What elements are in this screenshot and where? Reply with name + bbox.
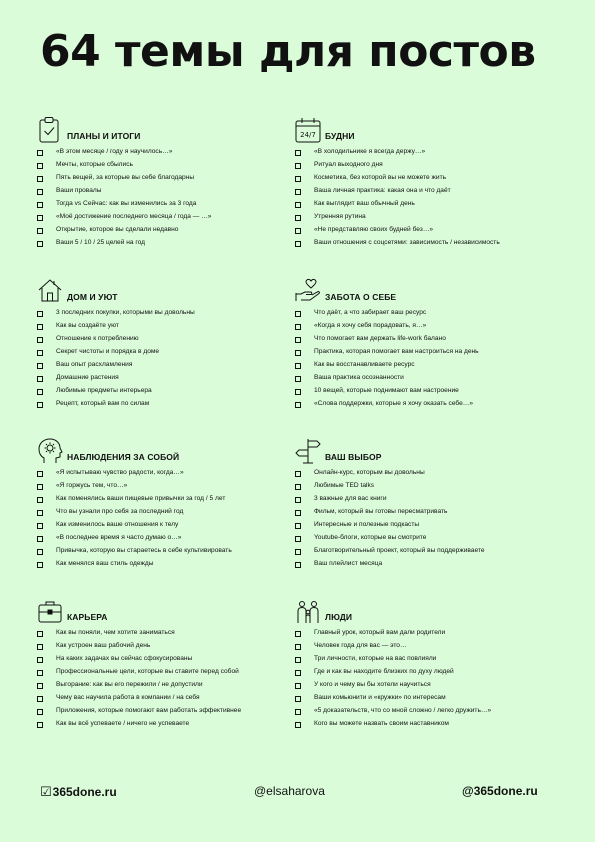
checkbox[interactable] bbox=[295, 150, 301, 156]
checkbox[interactable] bbox=[37, 523, 43, 529]
list-item: Как устроен ваш рабочий день bbox=[37, 642, 297, 651]
list-item: 10 вещей, которые поднимают вам настроение bbox=[295, 387, 555, 396]
list-item: Тогда vs Сейчас: как вы изменились за 3 года bbox=[37, 200, 297, 209]
checkbox[interactable] bbox=[295, 176, 301, 182]
list-item: Мечты, которые сбылись bbox=[37, 161, 297, 170]
list-item: Фильм, который вы готовы пересматривать bbox=[295, 508, 555, 517]
checkbox[interactable] bbox=[295, 484, 301, 490]
checkbox[interactable] bbox=[37, 324, 43, 330]
list-item: Как изменилось ваше отношения к телу bbox=[37, 521, 297, 530]
checkbox[interactable] bbox=[37, 311, 43, 317]
checkbox[interactable] bbox=[295, 163, 301, 169]
list-item: Главный урок, который вам дали родители bbox=[295, 629, 555, 638]
head-gear-icon bbox=[37, 437, 63, 465]
list-item: Ваша практика осознанности bbox=[295, 374, 555, 383]
list-item: Ваша личная практика: какая она и что даёт bbox=[295, 187, 555, 196]
checkbox[interactable] bbox=[37, 389, 43, 395]
checkbox[interactable] bbox=[295, 549, 301, 555]
checkbox[interactable] bbox=[295, 350, 301, 356]
footer-site[interactable]: ☑365done.ru bbox=[40, 784, 117, 799]
checkbox[interactable] bbox=[37, 722, 43, 728]
section-title: НАБЛЮДЕНИЯ ЗА СОБОЙ bbox=[67, 452, 180, 462]
list-item: 3 последних покупки, которыми вы довольны bbox=[37, 309, 297, 318]
list-item: Как вы поняли, чем хотите заниматься bbox=[37, 629, 297, 638]
checkbox[interactable] bbox=[37, 376, 43, 382]
footer-handle-center[interactable]: @elsaharova bbox=[254, 784, 325, 798]
checkbox[interactable] bbox=[295, 311, 301, 317]
checkbox[interactable] bbox=[295, 523, 301, 529]
checkbox[interactable] bbox=[37, 402, 43, 408]
list-item: Ритуал выходного дня bbox=[295, 161, 555, 170]
list-item: Рецепт, который вам по силам bbox=[37, 400, 297, 409]
list-item: Любимые TED talks bbox=[295, 482, 555, 491]
list-item: Как поменялись ваши пищевые привычки за год / 5 лет bbox=[37, 495, 297, 504]
checklist bbox=[295, 148, 555, 247]
calendar-24-7-icon bbox=[295, 116, 321, 144]
section-header bbox=[37, 597, 297, 629]
list-item: «Моё достижение последнего месяца / года — …» bbox=[37, 213, 297, 222]
list-item: «Не представляю своих будней без…» bbox=[295, 226, 555, 235]
list-item: «В последнее время я часто думаю о…» bbox=[37, 534, 297, 543]
list-item: «Я горжусь тем, что…» bbox=[37, 482, 297, 491]
checkbox[interactable] bbox=[295, 202, 301, 208]
checkbox[interactable] bbox=[295, 657, 301, 663]
section-title: КАРЬЕРА bbox=[67, 612, 108, 622]
checkbox[interactable] bbox=[37, 683, 43, 689]
checkbox[interactable] bbox=[295, 389, 301, 395]
list-item: Youtube-блоги, которые вы смотрите bbox=[295, 534, 555, 543]
checkbox[interactable] bbox=[295, 683, 301, 689]
checkbox[interactable] bbox=[37, 644, 43, 650]
heart-hand-icon bbox=[295, 277, 321, 305]
checkbox[interactable] bbox=[37, 350, 43, 356]
people-icon bbox=[295, 597, 321, 625]
list-item: Три личности, которые на вас повлияли bbox=[295, 655, 555, 664]
list-item: Ваши провалы bbox=[37, 187, 297, 196]
list-item: Любимые предметы интерьера bbox=[37, 387, 297, 396]
section-self-observation bbox=[37, 437, 297, 573]
checkbox[interactable] bbox=[37, 163, 43, 169]
checkbox[interactable] bbox=[295, 228, 301, 234]
list-item: Ваши отношения с соцсетями: зависимость / независимость bbox=[295, 239, 555, 248]
checkbox[interactable] bbox=[37, 670, 43, 676]
list-item: Чему вас научила работа в компании / на себя bbox=[37, 694, 297, 703]
list-item: Как вы всё успеваете / ничего не успеваете bbox=[37, 720, 297, 729]
section-plans bbox=[37, 116, 297, 252]
list-item: «Когда я хочу себя порадовать, я…» bbox=[295, 322, 555, 331]
section-your-choice bbox=[295, 437, 555, 573]
list-item: Ваши комьюнити и «кружки» по интересам bbox=[295, 694, 555, 703]
checkbox[interactable] bbox=[295, 189, 301, 195]
checkbox[interactable] bbox=[295, 722, 301, 728]
list-item: Кого вы можете назвать своим наставником bbox=[295, 720, 555, 729]
svg-text:24/7: 24/7 bbox=[300, 131, 316, 139]
checkbox[interactable] bbox=[295, 324, 301, 330]
checkbox[interactable] bbox=[295, 510, 301, 516]
list-item: Косметика, без которой вы не можете жить bbox=[295, 174, 555, 183]
checkbox[interactable] bbox=[37, 562, 43, 568]
checkbox[interactable] bbox=[37, 471, 43, 477]
list-item: Выгорание: как вы его пережили / не допустили bbox=[37, 681, 297, 690]
checkbox[interactable] bbox=[295, 709, 301, 715]
section-title: ВАШ ВЫБОР bbox=[325, 452, 382, 462]
checkbox[interactable] bbox=[295, 471, 301, 477]
page-title: 64 темы для постов bbox=[40, 26, 536, 77]
checkbox[interactable] bbox=[37, 549, 43, 555]
checklist bbox=[37, 148, 297, 247]
checklist bbox=[295, 629, 555, 728]
checkbox[interactable] bbox=[37, 631, 43, 637]
checkbox[interactable] bbox=[37, 709, 43, 715]
checkbox[interactable] bbox=[295, 363, 301, 369]
section-title: БУДНИ bbox=[325, 131, 355, 141]
section-home bbox=[37, 277, 297, 413]
checkbox[interactable] bbox=[37, 536, 43, 542]
section-header bbox=[37, 116, 297, 148]
list-item: Что вы узнали про себя за последний год bbox=[37, 508, 297, 517]
list-item: Практика, которая помогает вам настроиться на день bbox=[295, 348, 555, 357]
section-weekdays bbox=[295, 116, 555, 252]
checkbox[interactable] bbox=[295, 402, 301, 408]
list-item: 3 важные для вас книги bbox=[295, 495, 555, 504]
list-item: Как вы создаёте уют bbox=[37, 322, 297, 331]
footer-handle-right[interactable]: @365done.ru bbox=[462, 784, 538, 798]
list-item: «Я испытываю чувство радости, когда…» bbox=[37, 469, 297, 478]
checkbox[interactable] bbox=[37, 337, 43, 343]
section-header bbox=[37, 437, 297, 469]
checkbox[interactable] bbox=[37, 510, 43, 516]
section-title: ПЛАНЫ И ИТОГИ bbox=[67, 131, 141, 141]
checkbox[interactable] bbox=[37, 228, 43, 234]
list-item: Домашние растения bbox=[37, 374, 297, 383]
list-item: Приложения, которые помогают вам работать эффективнее bbox=[37, 707, 256, 716]
section-header bbox=[295, 277, 555, 309]
checkbox[interactable] bbox=[37, 696, 43, 702]
section-header bbox=[295, 437, 555, 469]
list-item: Пять вещей, за которые вы себе благодарны bbox=[37, 174, 297, 183]
list-item: Благотворительный проект, который вы поддерживаете bbox=[295, 547, 555, 556]
checkbox[interactable] bbox=[37, 176, 43, 182]
list-item: Ваш опыт расхламления bbox=[37, 361, 297, 370]
checkbox[interactable] bbox=[37, 241, 43, 247]
checkbox[interactable] bbox=[295, 215, 301, 221]
list-item: Что помогает вам держать life-work балано bbox=[295, 335, 555, 344]
checklist bbox=[37, 309, 297, 408]
checkbox[interactable] bbox=[295, 241, 301, 247]
section-career bbox=[37, 597, 297, 733]
list-item: Секрет чистоты и порядка в доме bbox=[37, 348, 297, 357]
checkbox[interactable] bbox=[295, 536, 301, 542]
list-item: Где и как вы находите близких по духу людей bbox=[295, 668, 555, 677]
section-header bbox=[37, 277, 297, 309]
list-item: Человек года для вас — это… bbox=[295, 642, 555, 651]
list-item: «В этом месяце / году я научилось…» bbox=[37, 148, 297, 157]
list-item: «В холодильнике я всегда держу…» bbox=[295, 148, 555, 157]
checkbox[interactable] bbox=[295, 337, 301, 343]
list-item: Что даёт, а что забирает ваш ресурс bbox=[295, 309, 555, 318]
briefcase-icon bbox=[37, 597, 63, 625]
checklist bbox=[295, 309, 555, 408]
section-selfcare bbox=[295, 277, 555, 413]
list-item: «5 доказательств, что со мной сложно / легко дружить…» bbox=[295, 707, 555, 716]
checkbox[interactable] bbox=[295, 644, 301, 650]
section-title: ДОМ И УЮТ bbox=[67, 292, 118, 302]
list-item: Открытие, которое вы сделали недавно bbox=[37, 226, 297, 235]
list-item: Ваш плейлист месяца bbox=[295, 560, 555, 569]
checklist bbox=[37, 629, 297, 728]
checklist bbox=[295, 469, 555, 568]
section-header bbox=[295, 116, 555, 148]
list-item: Ваши 5 / 10 / 25 целей на год bbox=[37, 239, 297, 248]
list-item: У кого и чему вы бы хотели научиться bbox=[295, 681, 555, 690]
list-item: Утренняя рутина bbox=[295, 213, 555, 222]
list-item: Как вы восстанавливаете ресурс bbox=[295, 361, 555, 370]
checkbox[interactable] bbox=[37, 363, 43, 369]
checkbox[interactable] bbox=[37, 484, 43, 490]
list-item: Отношение к потреблению bbox=[37, 335, 297, 344]
checkbox[interactable] bbox=[37, 657, 43, 663]
section-title: ЗАБОТА О СЕБЕ bbox=[325, 292, 397, 302]
list-item: Интересные и полезные подкасты bbox=[295, 521, 555, 530]
section-people bbox=[295, 597, 555, 733]
signpost-icon bbox=[295, 437, 321, 465]
list-item: Привычка, которую вы стараетесь в себе культивировать bbox=[37, 547, 297, 556]
checklist bbox=[37, 469, 297, 568]
list-item: Как менялся ваш стиль одежды bbox=[37, 560, 297, 569]
checkmark-icon: ☑ bbox=[40, 784, 52, 799]
list-item: Как выглядит ваш обычный день bbox=[295, 200, 555, 209]
checkbox[interactable] bbox=[295, 376, 301, 382]
checkbox[interactable] bbox=[37, 189, 43, 195]
checkbox[interactable] bbox=[295, 562, 301, 568]
list-item: Онлайн-курс, которым вы довольны bbox=[295, 469, 555, 478]
checkbox[interactable] bbox=[295, 631, 301, 637]
checkbox[interactable] bbox=[37, 497, 43, 503]
list-item: Профессиональные цели, которые вы ставите перед собой bbox=[37, 668, 256, 677]
checkbox[interactable] bbox=[295, 497, 301, 503]
checkbox[interactable] bbox=[295, 670, 301, 676]
section-title: ЛЮДИ bbox=[325, 612, 353, 622]
checkbox[interactable] bbox=[37, 202, 43, 208]
list-item: На каких задачах вы сейчас сфокусированы bbox=[37, 655, 297, 664]
checkbox[interactable] bbox=[295, 696, 301, 702]
list-item: «Слова поддержки, которые я хочу оказать себе…» bbox=[295, 400, 555, 409]
section-header bbox=[295, 597, 555, 629]
checkbox[interactable] bbox=[37, 150, 43, 156]
house-icon bbox=[37, 277, 63, 305]
checkbox[interactable] bbox=[37, 215, 43, 221]
clipboard-check-icon bbox=[37, 116, 63, 144]
